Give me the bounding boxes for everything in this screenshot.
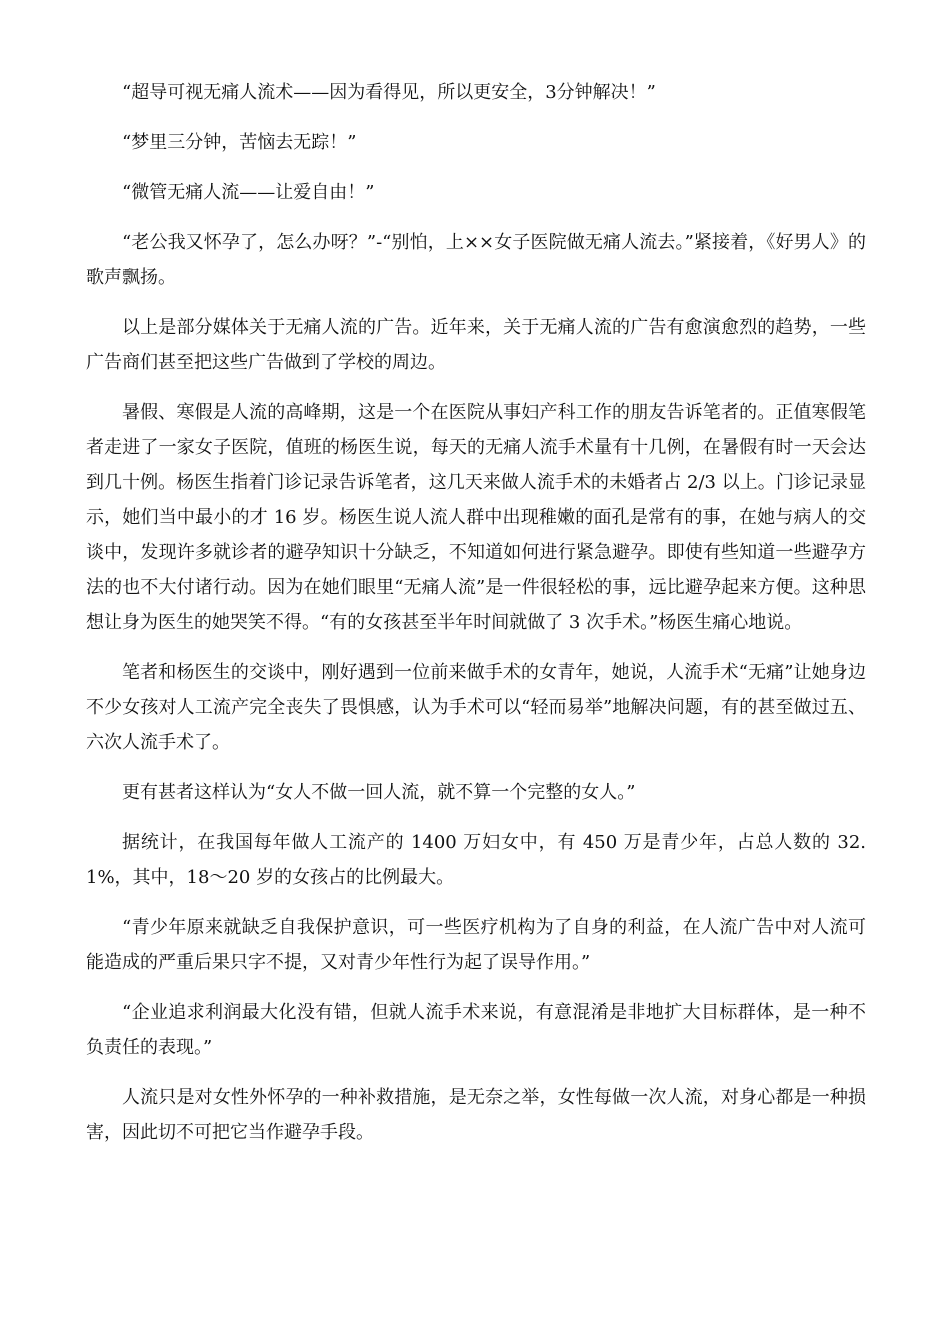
paragraph-ad-summary: 以上是部分媒体关于无痛人流的广告。近年来，关于无痛人流的广告有愈演愈烈的趋势，一些广告商们甚至把这些广告做到了学校的周边。 [86,317,866,373]
paragraph-quote-profit: “企业追求利润最大化没有错，但就人流手术来说，有意混淆是非地扩大目标群体，是一种不负责任的表现。” [86,1002,866,1058]
paragraph-quote-awareness: “青少年原来就缺乏自我保护意识，可一些医疗机构为了自身的利益，在人流广告中对人流可能造成的严重后果只字不提，又对青少年性行为起了误导作用。” [86,917,866,973]
paragraph-hospital-visit: 暑假、寒假是人流的高峰期，这是一个在医院从事妇产科工作的朋友告诉笔者的。正值寒假笔者走进了一家女子医院，值班的杨医生说，每天的无痛人流手术量有十几例，在暑假有时一天会达到几十例。杨医生指着门诊记录告诉笔者，这几天来做人流手术的未婚者占 2/3 以上。门诊记录显示，她们当中最小的才 16 岁。杨医生说人流人群中出现稚嫩的面孔是常有的事，在她与病人的交谈中，发现许多就诊者的避孕知识十分缺乏，不知道如何进行紧急避孕。即使有些知道一些避孕方法的也不大付诸行动。因为在她们眼里“无痛人流”是一件很轻松的事，远比避孕起来方便。这种思想让身为医生的她哭笑不得。“有的女孩甚至半年时间就做了 3 次手术。”杨医生痛心地说。 [86,402,866,633]
paragraph-conclusion: 人流只是对女性外怀孕的一种补救措施，是无奈之举，女性每做一次人流，对身心都是一种损害，因此切不可把它当作避孕手段。 [86,1087,866,1143]
paragraph-ad-slogan-2: “梦里三分钟，苦恼去无踪！” [122,132,357,153]
paragraph-ad-slogan-1: “超导可视无痛人流术——因为看得见，所以更安全，3分钟解决！” [122,82,656,103]
paragraph-young-woman: 笔者和杨医生的交谈中，刚好遇到一位前来做手术的女青年，她说，人流手术“无痛”让她身边不少女孩对人工流产完全丧失了畏惧感，认为手术可以“轻而易举”地解决问题，有的甚至做过五、六次人流手术了。 [86,662,866,753]
paragraph-statistics: 据统计，在我国每年做人工流产的 1400 万妇女中，有 450 万是青少年，占总人数的 32.1%，其中，18～20 岁的女孩占的比例最大。 [86,832,866,888]
document-body [86,75,866,1165]
paragraph-extreme-view: 更有甚者这样认为“女人不做一回人流，就不算一个完整的女人。” [122,782,636,803]
paragraph-ad-slogan-3: “微管无痛人流——让爱自由！” [122,182,375,203]
paragraph-ad-dialogue: “老公我又怀孕了，怎么办呀？”-“别怕，上××女子医院做无痛人流去。”紧接着，《好男人》的歌声飘扬。 [86,232,866,288]
